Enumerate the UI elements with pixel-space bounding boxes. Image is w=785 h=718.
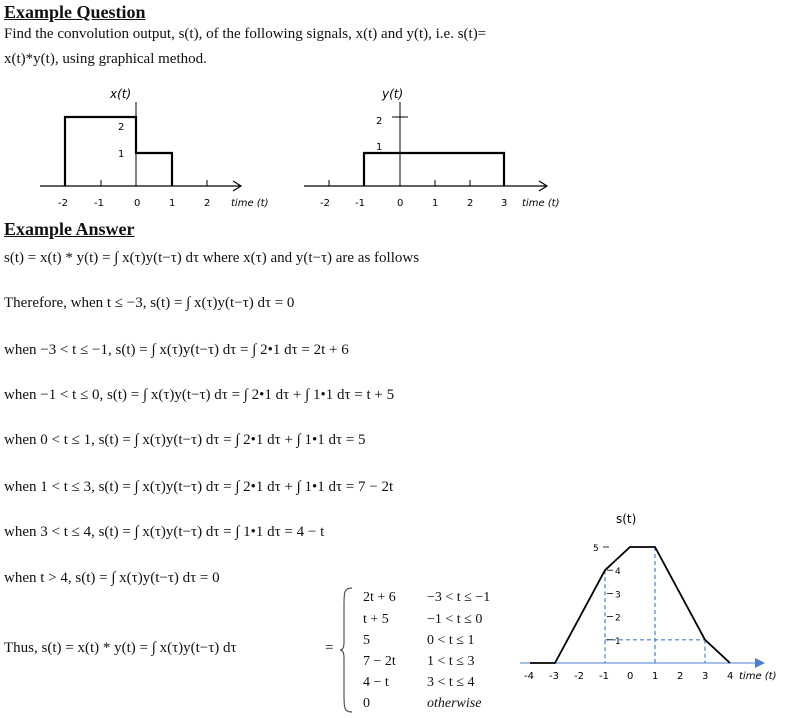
case-line: when 0 < t ≤ 1, s(t) = ∫ x(τ)y(t−τ) dτ = ∫ 2•1 dτ + ∫ 1•1 dτ = 5 — [4, 432, 366, 448]
x-tick-label: 1 — [169, 198, 176, 209]
y-axis-label: time (t) — [522, 198, 560, 209]
s-axis-label: time (t) — [739, 671, 777, 682]
case-line: when 1 < t ≤ 3, s(t) = ∫ x(τ)y(t−τ) dτ = ∫ 2•1 dτ + ∫ 1•1 dτ = 7 − 2t — [4, 479, 394, 495]
s-tick-labels — [524, 671, 733, 682]
thus-line: Thus, s(t) = x(t) * y(t) = ∫ x(τ)y(t−τ) dτ — [4, 640, 237, 656]
x-tick-label: -1 — [94, 198, 104, 209]
y-plot-title: y(t) — [382, 87, 404, 101]
s-plot-title: s(t) — [616, 512, 637, 526]
s-tick-label: -1 — [599, 671, 609, 682]
y-tick-label: 3 — [501, 198, 508, 209]
s-tick-label: 4 — [727, 671, 734, 682]
piecewise-brace — [340, 586, 354, 714]
case-line: when t > 4, s(t) = ∫ x(τ)y(t−τ) dτ = 0 — [4, 570, 220, 586]
y-level-label: 2 — [376, 116, 383, 127]
answer-intro: s(t) = x(t) * y(t) = ∫ x(τ)y(t−τ) dτ where x(τ) and y(t−τ) are as follows — [4, 250, 420, 266]
s-output-plot — [510, 505, 785, 685]
s-tick-label: 3 — [702, 671, 709, 682]
s-level-label: 3 — [615, 590, 621, 601]
x-tick-label: -2 — [58, 198, 68, 209]
s-level-label: 5 — [593, 544, 599, 554]
answer-heading: Example Answer — [4, 219, 135, 239]
y-tick-label: -2 — [320, 198, 330, 209]
y-level-label: 1 — [376, 142, 383, 153]
piecewise-expr: 5 — [363, 633, 370, 648]
s-tick-label: -4 — [524, 671, 534, 682]
piecewise-cond: 3 < t ≤ 4 — [427, 675, 475, 690]
y-tick-label: 1 — [432, 198, 439, 209]
s-level-label: 1 — [615, 636, 621, 647]
piecewise-cond: 0 < t ≤ 1 — [427, 633, 475, 648]
s-tick-label: -3 — [549, 671, 559, 682]
piecewise-cond: −3 < t ≤ −1 — [427, 590, 491, 605]
piecewise-cond: 1 < t ≤ 3 — [427, 654, 475, 669]
piecewise-expr: t + 5 — [363, 612, 389, 627]
y-plot-ticks — [329, 180, 504, 186]
piecewise-cond: otherwise — [427, 696, 482, 711]
question-line-2: x(t)*y(t), using graphical method. — [4, 51, 207, 67]
x-axis-label: time (t) — [231, 198, 269, 209]
x-plot-title: x(t) — [110, 87, 132, 101]
x-tick-label: 0 — [134, 198, 141, 209]
x-signal-plot — [30, 84, 280, 214]
piecewise-expr: 2t + 6 — [363, 590, 396, 605]
y-tick-label: 2 — [467, 198, 474, 209]
s-tick-label: 2 — [677, 671, 684, 682]
y-signal-curve — [364, 153, 504, 186]
y-signal-plot — [300, 84, 570, 214]
s-tick-label: -2 — [574, 671, 584, 682]
y-tick-label: -1 — [355, 198, 365, 209]
question-heading: Example Question — [4, 2, 146, 22]
s-tick-label: 0 — [627, 671, 634, 682]
case-line: Therefore, when t ≤ −3, s(t) = ∫ x(τ)y(t−τ) dτ = 0 — [4, 295, 295, 311]
x-level-label: 1 — [118, 149, 125, 160]
y-tick-label: 0 — [397, 198, 404, 209]
x-plot-ticks — [65, 180, 207, 186]
case-line: when −3 < t ≤ −1, s(t) = ∫ x(τ)y(t−τ) dτ = ∫ 2•1 dτ = 2t + 6 — [4, 342, 349, 358]
s-output-curve — [530, 547, 730, 663]
s-level-label: 4 — [615, 567, 621, 578]
s-level-label: 2 — [615, 613, 621, 624]
x-tick-label: 2 — [204, 198, 211, 209]
question-line-1: Find the convolution output, s(t), of the following signals, x(t) and y(t), i.e. s(t)= — [4, 26, 487, 42]
s-tick-label: 1 — [652, 671, 659, 682]
piecewise-expr: 4 − t — [363, 675, 389, 690]
case-line: when −1 < t ≤ 0, s(t) = ∫ x(τ)y(t−τ) dτ = ∫ 2•1 dτ + ∫ 1•1 dτ = t + 5 — [4, 387, 395, 403]
x-level-label: 2 — [118, 122, 125, 133]
piecewise-expr: 0 — [363, 696, 370, 711]
equals-sign: = — [325, 640, 334, 656]
s-plot-axis-arrow — [755, 658, 765, 668]
piecewise-expr: 7 − 2t — [363, 654, 396, 669]
case-line: when 3 < t ≤ 4, s(t) = ∫ x(τ)y(t−τ) dτ = ∫ 1•1 dτ = 4 − t — [4, 524, 325, 540]
piecewise-cond: −1 < t ≤ 0 — [427, 612, 483, 627]
